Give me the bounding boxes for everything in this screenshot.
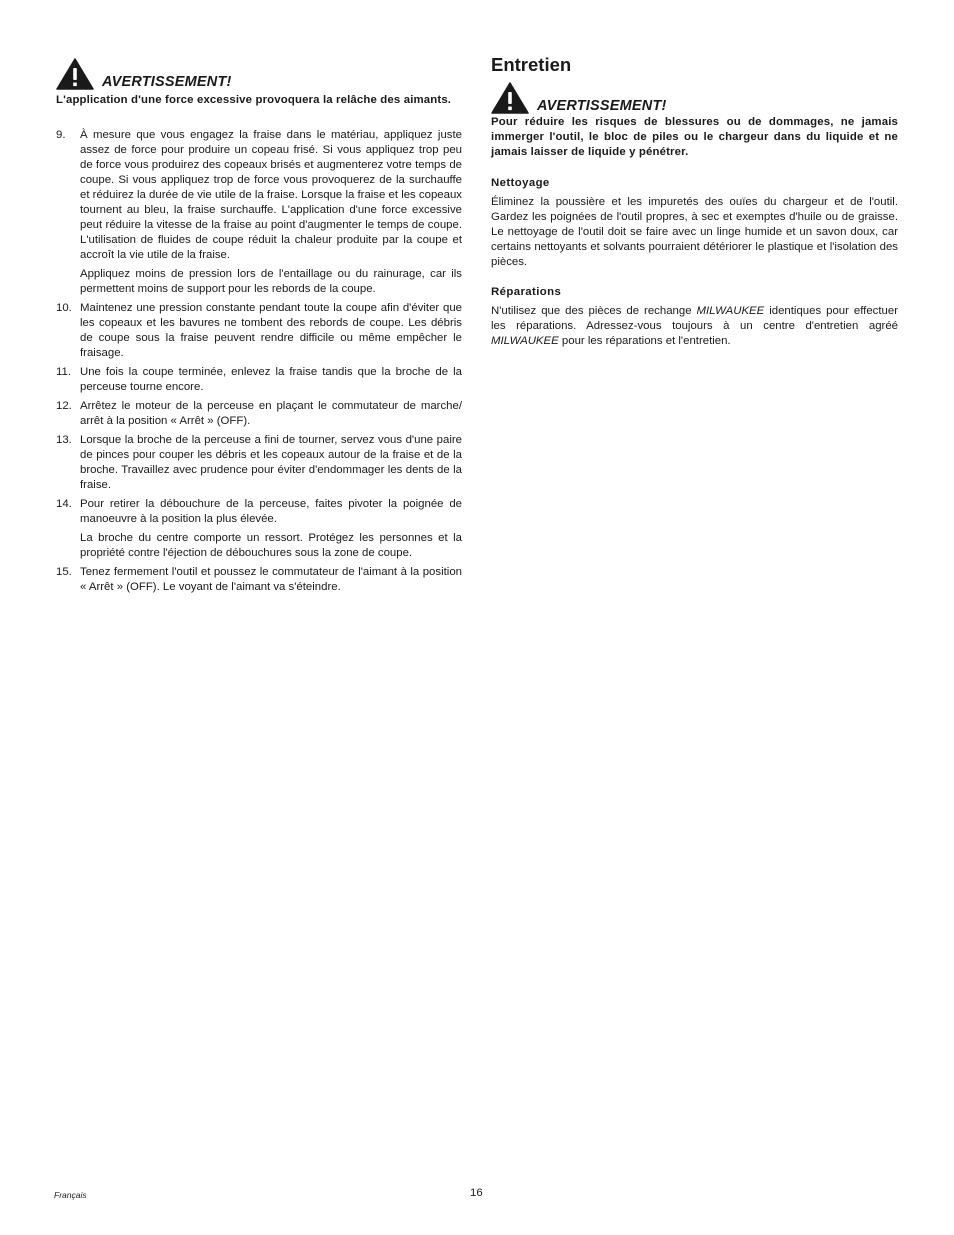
step-number: 10.	[56, 302, 72, 314]
section-title: Entretien	[491, 54, 572, 75]
step-number: 13.	[56, 434, 72, 446]
warning-header	[56, 58, 232, 90]
step-paragraph: Maintenez une pression constante pendant toute la coupe afin d'éviter que les copeaux et les bavures ne tombent des rebords de coupe. Les débris de coupe sous la fraise peuvent rendre difficile ou même empêcher le fraisage.	[80, 302, 462, 359]
brand-name: MILWAUKEE	[491, 335, 559, 347]
step-item	[56, 399, 462, 429]
step-paragraph: À mesure que vous engagez la fraise dans le matériau, appliquez juste assez de force pour produire un copeau frisé. Si vous appliquez trop peu de force vous produirez des copeaux brisés et augmenterez votre temps de coupe. Si vous appliquez trop de force vous provoquerez de la surchauffe et réduirez la durée de vie utile de la fraise. Lorsque la fraise et les copeaux tournent au bleu, la fraise surchauffe. L'application d'une force excessive peut réduire la vitesse de la fraise au point d'augmenter le temps de coupe. L'utilisation de fluides de coupe réduit la chaleur produite par la coupe et accroît la vie utile de la fraise.	[80, 129, 462, 261]
warning-title: AVERTISSEMENT!	[537, 98, 667, 114]
step-number: 15.	[56, 566, 72, 578]
warning-title: AVERTISSEMENT!	[102, 74, 232, 90]
step-number: 12.	[56, 400, 72, 412]
nettoyage-text: Éliminez la poussière et les impuretés des ouïes du chargeur et de l'outil. Gardez les poignées de l'outil propres, à sec et exemptes d'huile ou de graisse. Le nettoyage de l'outil doit se faire avec un linge humide et un savon doux, car certains nettoyants et solvants pourraient détériorer le plastique et l'isolation des pièces.	[491, 196, 898, 268]
nettoyage-heading: Nettoyage	[491, 177, 550, 189]
reparations-heading: Réparations	[491, 286, 562, 298]
step-paragraph: Appliquez moins de pression lors de l'entaillage ou du rainurage, car ils permettent moins de support pour les rebords de la coupe.	[80, 268, 462, 295]
step-paragraph: Tenez fermement l'outil et poussez le commutateur de l'aimant à la position « Arrêt » (OFF). Le voyant de l'aimant va s'éteindre.	[80, 566, 462, 593]
brand-name: MILWAUKEE	[696, 305, 765, 317]
reparations-text: N'utilisez que des pièces de rechange MILWAUKEE identiques pour effectuer les réparations. Adressez-vous toujours à un centre d'entretien agréé MILWAUKEE pour les réparations et l'entretien.	[491, 305, 899, 347]
step-item	[56, 128, 462, 297]
warning-header	[491, 82, 667, 114]
step-paragraph: La broche du centre comporte un ressort. Protégez les personnes et la propriété contre l'éjection de débouchures sous la zone de coupe.	[80, 532, 462, 559]
warning-text: Pour réduire les risques de blessures ou de dommages, ne jamais immerger l'outil, le bloc de piles ou le chargeur dans du liquide et ne jamais laisser de liquide y pénétrer.	[491, 116, 898, 158]
step-paragraph: Lorsque la broche de la perceuse a fini de tourner, servez vous d'une paire de pinces pour couper les débris et les copeaux autour de la fraise et de la broche. Travaillez avec prudence pour éviter d'endommager les dents de la fraise.	[80, 434, 462, 491]
step-item	[56, 301, 462, 361]
step-paragraph: Arrêtez le moteur de la perceuse en plaçant le commutateur de marche/ arrêt à la position « Arrêt » (OFF).	[80, 400, 462, 427]
step-number: 14.	[56, 498, 72, 510]
steps-list	[56, 128, 462, 599]
warning-triangle-icon	[56, 58, 94, 90]
step-item	[56, 433, 462, 493]
step-item	[56, 365, 462, 395]
step-item	[56, 565, 462, 595]
step-paragraph: Pour retirer la débouchure de la perceuse, faites pivoter la poignée de manoeuvre à la position la plus élevée.	[80, 498, 462, 525]
warning-triangle-icon	[491, 82, 529, 114]
footer-language: Français	[54, 1190, 87, 1200]
step-number: 11.	[56, 366, 71, 378]
step-item	[56, 497, 462, 561]
step-paragraph: Une fois la coupe terminée, enlevez la fraise tandis que la broche de la perceuse tourne encore.	[80, 366, 462, 393]
page-number: 16	[470, 1187, 483, 1199]
warning-text: L'application d'une force excessive provoquera la relâche des aimants.	[56, 94, 452, 106]
step-number: 9.	[56, 129, 66, 141]
